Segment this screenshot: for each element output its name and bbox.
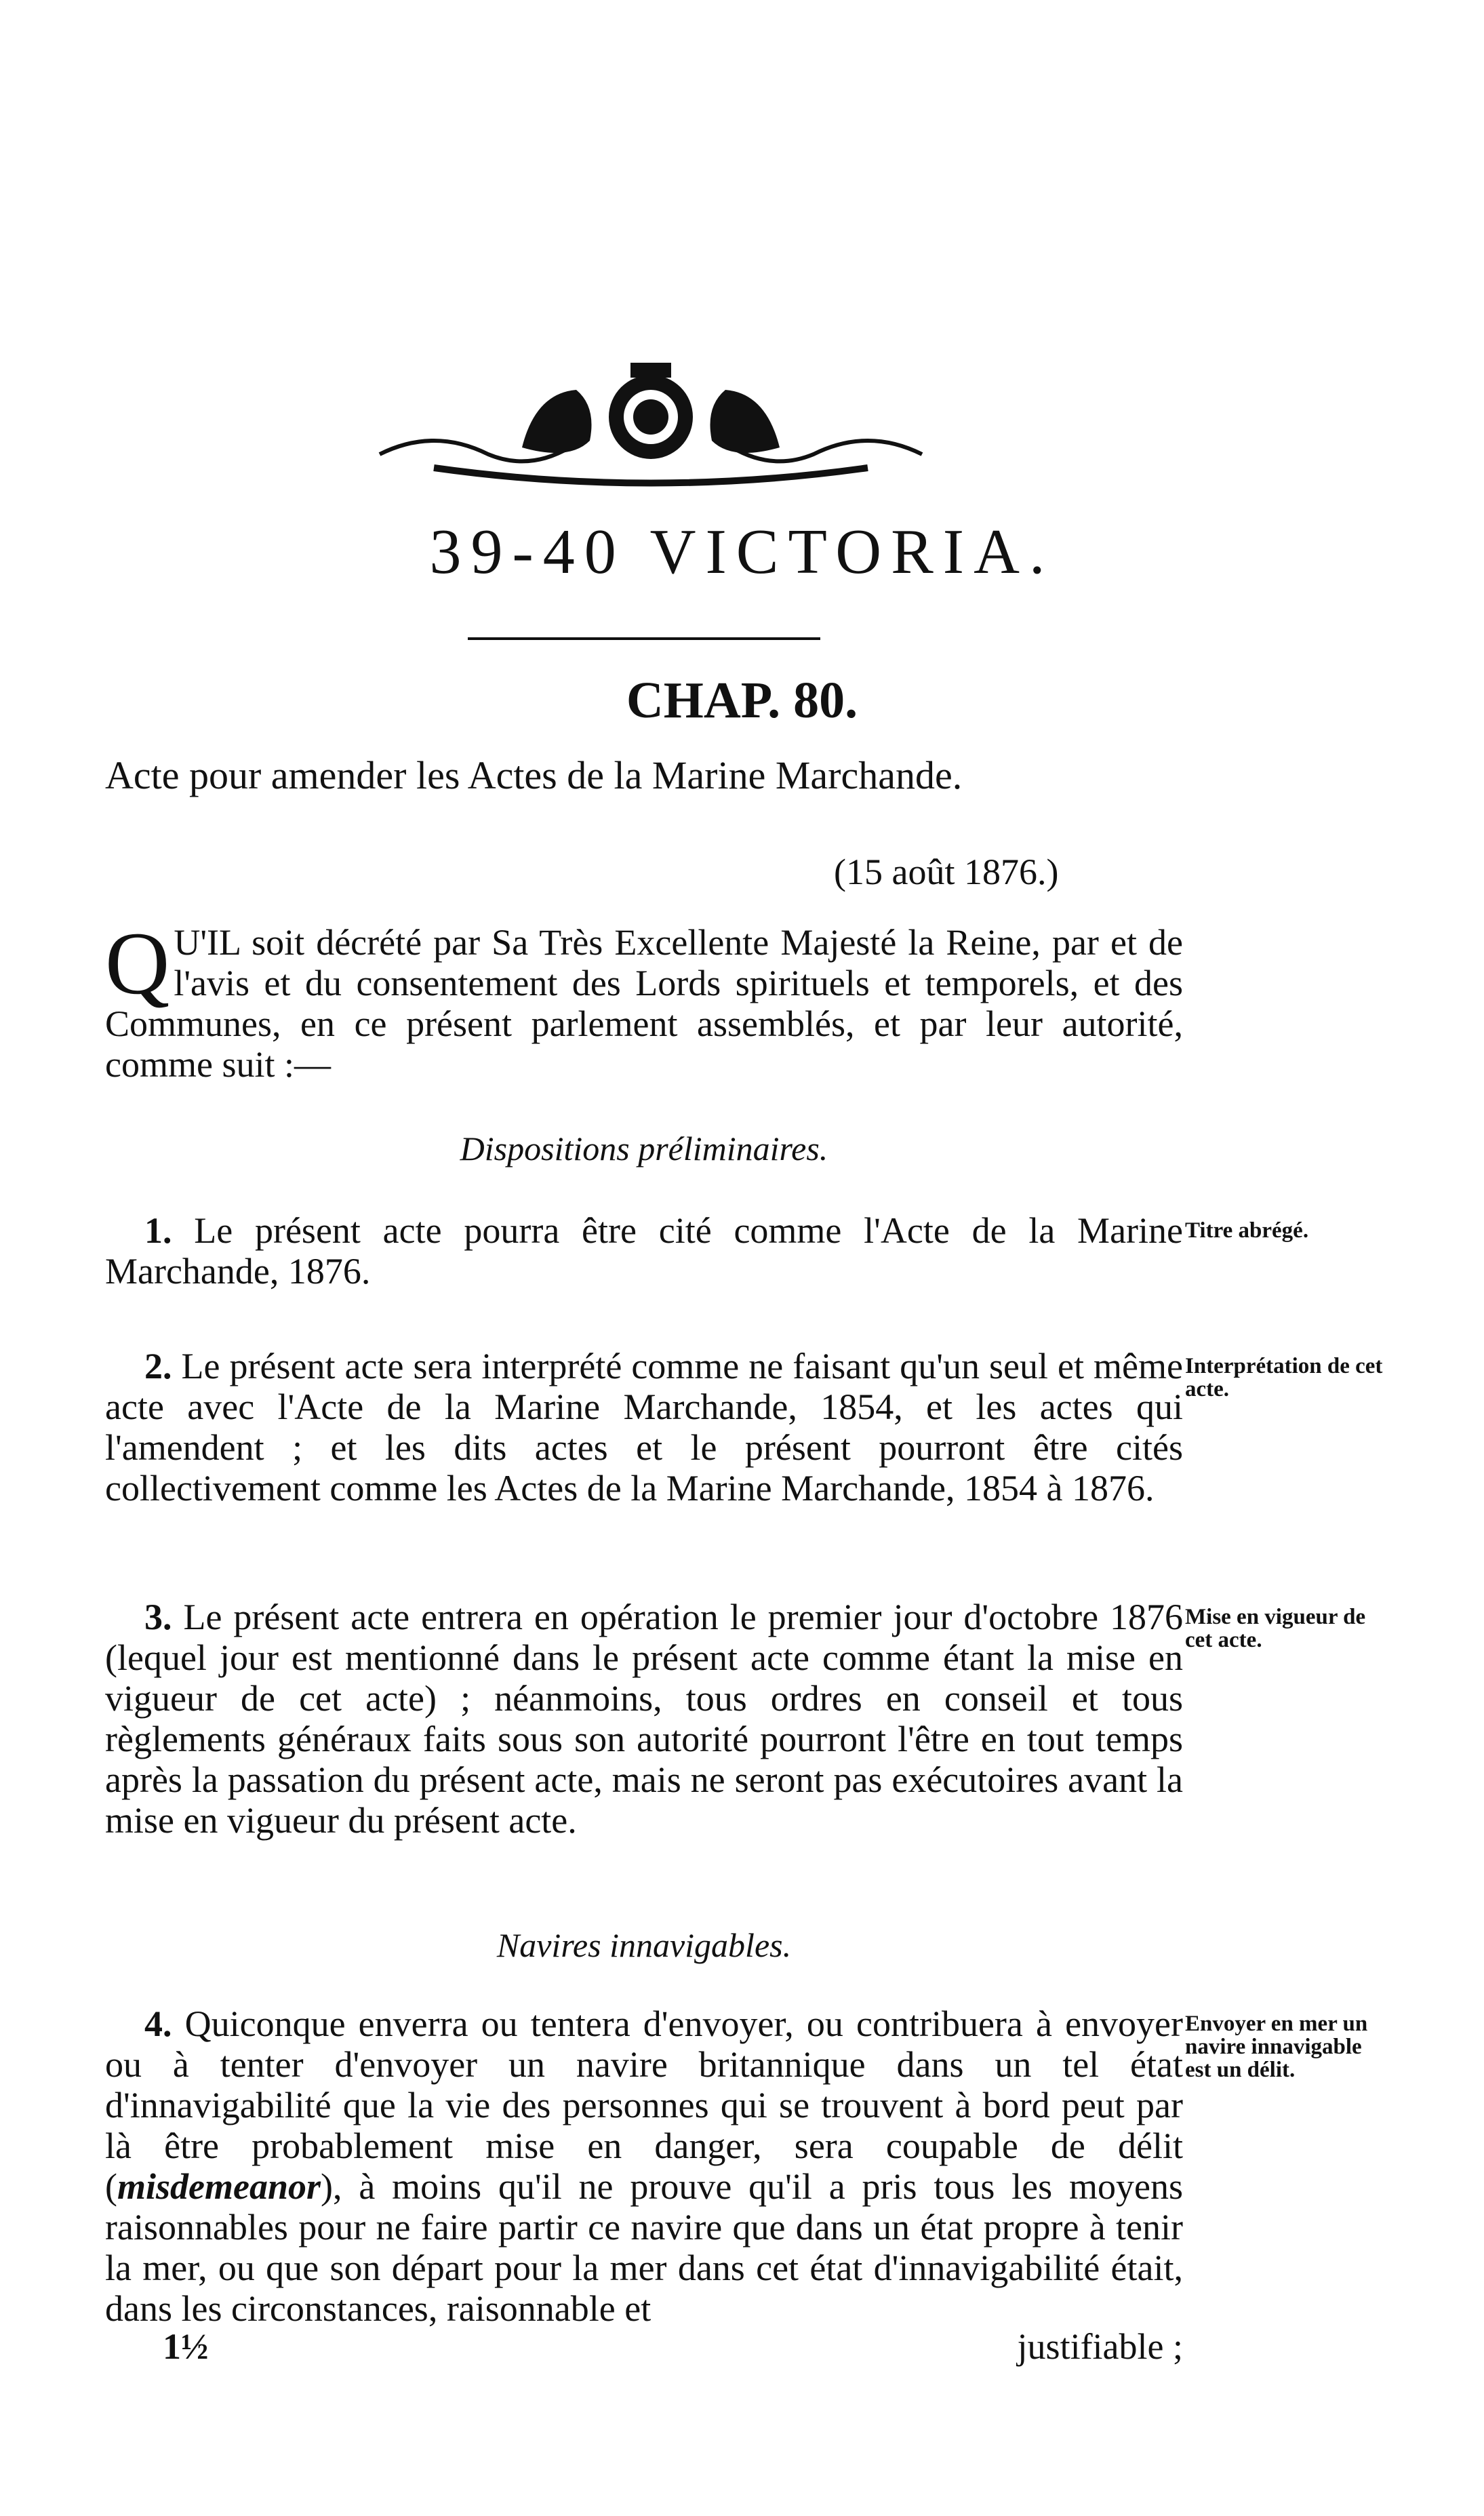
preamble-drop-cap: Q [105, 913, 170, 1013]
section-4-term: misdemeanor [117, 2166, 321, 2207]
section-2-number: 2. [144, 1346, 172, 1386]
signature-mark: 1½ [163, 2326, 209, 2367]
section-1 [105, 1210, 1183, 1292]
margin-note-3: Mise en vigueur de cet acte. [1185, 1605, 1366, 1652]
margin-note-4: Envoyer en mer un navire innavigable est un délit. [1185, 2012, 1368, 2082]
margin-note-1: Titre abrégé. [1185, 1218, 1309, 1243]
section-4-number: 4. [144, 2003, 172, 2044]
section-2-text: Le présent acte sera interprété comme ne faisant qu'un seul et même acte avec l'Acte de la Marine Marchande, 1854, et les actes qui l'amendent ; et les dits actes et le présent pourront être cités collectivement comme les Actes de la Marine Marchande, 1854 à 1876. [105, 1346, 1183, 1509]
section-3-text: Le présent acte entrera en opération le premier jour d'octobre 1876 (lequel jour est mentionné dans le présent acte comme étant la mise en vigueur de cet acte) ; néanmoins, tous ordres en conseil et tous règlements généraux faits sous son autorité pourront l'être en tout temps après la passation du présent acte, mais ne seront pas exécutoires avant la mise en vigueur du présent acte. [105, 1597, 1183, 1841]
section-3 [105, 1597, 1183, 1841]
section-4 [105, 2003, 1183, 2329]
preamble-text: U'IL soit décrété par Sa Très Excellente Majesté la Reine, par et de l'avis et du consentement des Lords spirituels et temporels, et des Communes, en ce présent parlement assemblés, et par leur autorité, comme suit :— [105, 922, 1183, 1085]
section-2 [105, 1346, 1183, 1509]
regnal-year: 39-40 VICTORIA. [429, 517, 1055, 587]
preamble [105, 913, 1183, 1085]
heading-unseaworthy: Navires innavigables. [496, 1926, 792, 1964]
header-rule [468, 637, 820, 640]
section-3-number: 3. [144, 1597, 172, 1637]
section-4-text-after: ), à moins qu'il ne prouve qu'il a pris tous les moyens raisonnables pour ne faire partir ce navire que dans un état propre à tenir la mer, ou que son départ pour la mer dans cet état d'innavigabilité était, dans les circonstances, raisonnable et [105, 2166, 1183, 2329]
royal-crest-emblem [353, 353, 949, 488]
act-title: Acte pour amender les Actes de la Marine Marchande. [105, 753, 963, 797]
section-1-number: 1. [144, 1210, 172, 1251]
continuation-word: justifiable ; [1017, 2326, 1183, 2367]
margin-note-2: Interprétation de cet acte. [1185, 1354, 1383, 1401]
section-4-text-before: Quiconque enverra ou tentera d'envoyer, ou contribuera à envoyer ou à tenter d'envoyer un navire britannique dans un tel état d'innavigabilité que la vie des personnes qui se trouvent à bord peut par là être probablement mise en danger, sera coupable de délit ( [105, 2003, 1183, 2207]
section-1-text: Le présent acte pourra être cité comme l'Acte de la Marine Marchande, 1876. [105, 1210, 1183, 1292]
heading-preliminary: Dispositions préliminaires. [460, 1130, 828, 1167]
chapter-number: CHAP. 80. [626, 672, 858, 729]
act-date: (15 août 1876.) [834, 852, 1059, 892]
